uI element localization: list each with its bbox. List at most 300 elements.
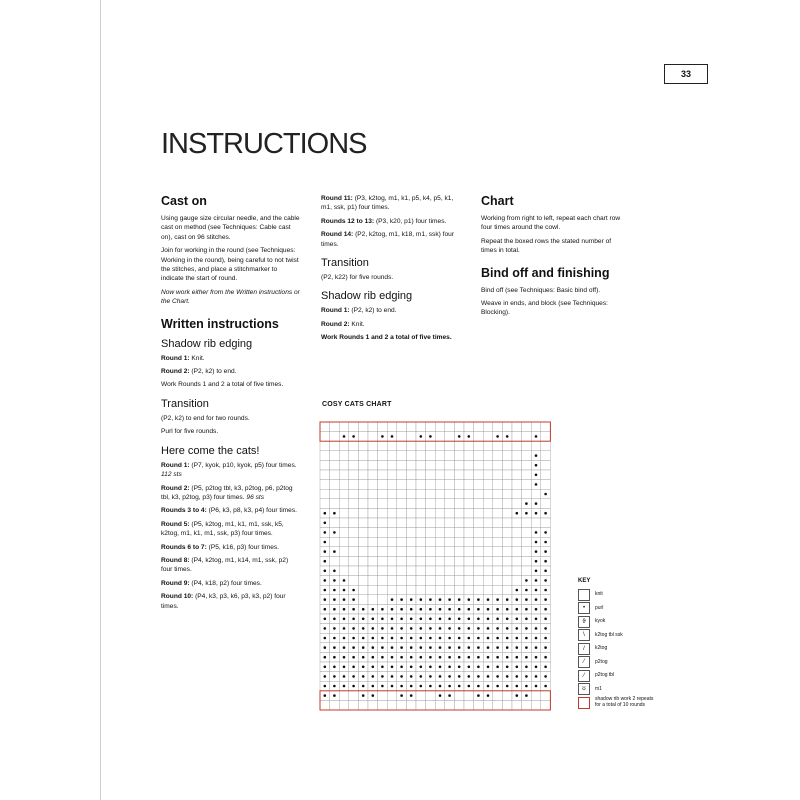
purl-dot	[487, 675, 490, 678]
bind-off-p2: Weave in ends, and block (see Techniques: Blocking).	[481, 300, 608, 317]
purl-dot	[324, 646, 327, 649]
chart-cell	[454, 576, 464, 586]
purl-dot	[362, 656, 365, 659]
chart-cell	[358, 556, 368, 566]
chart-cell	[445, 700, 455, 710]
chart-cell	[320, 480, 330, 490]
chart-cell	[435, 441, 445, 451]
column-1	[161, 194, 301, 615]
key-title: KEY	[578, 578, 591, 584]
purl-dot	[535, 646, 538, 649]
purl-dot	[352, 685, 355, 688]
purl-dot	[352, 598, 355, 601]
key-symbol-icon: ⁄	[578, 656, 590, 668]
chart-cell	[397, 441, 407, 451]
purl-dot	[439, 608, 442, 611]
round-line	[161, 484, 301, 503]
chart-cell	[406, 537, 416, 547]
chart-cell	[435, 460, 445, 470]
chart-cell	[378, 537, 388, 547]
purl-dot	[516, 656, 519, 659]
round-text: (P5, p2tog tbl, k3, p2tog, p6, p2tog tbl, k3, p2tog, p3) four times.	[161, 484, 293, 501]
purl-dot	[324, 570, 327, 573]
chart-cell	[512, 422, 522, 432]
round-text: (P4, k3, p3, k6, p3, k3, p2) four times.	[161, 593, 286, 610]
chart-cell	[483, 460, 493, 470]
round-label: Round 9:	[161, 579, 190, 587]
chart-cell	[406, 585, 416, 595]
chart-cell	[358, 480, 368, 490]
chart-cell	[493, 470, 503, 480]
chart-cell	[378, 576, 388, 586]
chart-cell	[387, 566, 397, 576]
purl-dot	[458, 637, 461, 640]
chart-cell	[406, 518, 416, 528]
chart-cell	[330, 499, 340, 509]
round-label: Rounds 12 to 13:	[321, 217, 375, 225]
chart-cell	[406, 422, 416, 432]
purl-dot	[448, 627, 451, 630]
chart-cell	[483, 700, 493, 710]
chart-cell	[512, 441, 522, 451]
purl-dot	[506, 598, 509, 601]
chart-cell	[330, 470, 340, 480]
chart-p1: Working from right to left, repeat each chart row four times around the cowl.	[481, 215, 621, 232]
key-label: kyok	[595, 618, 606, 624]
chart-cell	[397, 432, 407, 442]
purl-dot	[544, 493, 547, 496]
chart-cell	[522, 432, 532, 442]
chart-cell	[358, 547, 368, 557]
purl-dot	[439, 685, 442, 688]
chart-cell	[435, 508, 445, 518]
chart-key	[578, 578, 658, 710]
chart-cell	[483, 489, 493, 499]
round-line	[161, 543, 301, 552]
chart-cell	[426, 556, 436, 566]
purl-dot	[381, 685, 384, 688]
transition-heading-2: Transition	[321, 257, 369, 270]
chart-cell	[445, 499, 455, 509]
chart-cell	[349, 451, 359, 461]
purl-dot	[516, 608, 519, 611]
key-label: knit	[595, 591, 603, 597]
chart-cell	[406, 451, 416, 461]
purl-dot	[391, 666, 394, 669]
purl-dot	[381, 627, 384, 630]
chart-cell	[464, 585, 474, 595]
chart-cell	[502, 470, 512, 480]
chart-cell	[454, 499, 464, 509]
chart-cell	[502, 566, 512, 576]
purl-dot	[439, 598, 442, 601]
purl-dot	[535, 483, 538, 486]
chart-cell	[397, 451, 407, 461]
purl-dot	[468, 666, 471, 669]
purl-dot	[525, 608, 528, 611]
chart-cell	[502, 691, 512, 701]
round-label: Round 14:	[321, 231, 354, 239]
purl-dot	[477, 598, 480, 601]
purl-dot	[343, 589, 346, 592]
chart-cell	[426, 528, 436, 538]
purl-dot	[324, 666, 327, 669]
chart-title: COSY CATS CHART	[322, 401, 392, 408]
purl-dot	[333, 656, 336, 659]
chart-cell	[435, 499, 445, 509]
chart-cell	[445, 556, 455, 566]
key-item	[578, 602, 658, 616]
chart-cell	[349, 422, 359, 432]
chart-cell	[406, 499, 416, 509]
chart-cell	[445, 508, 455, 518]
purl-dot	[372, 646, 375, 649]
key-label: p2tog tbl	[595, 672, 615, 678]
purl-dot	[343, 656, 346, 659]
purl-dot	[448, 666, 451, 669]
chart-cell	[522, 422, 532, 432]
chart-cell	[445, 576, 455, 586]
chart-cell	[502, 528, 512, 538]
purl-dot	[525, 598, 528, 601]
chart-cell	[378, 547, 388, 557]
purl-dot	[429, 637, 432, 640]
chart-grid	[318, 414, 570, 736]
chart-cell	[531, 489, 541, 499]
chart-cell	[464, 528, 474, 538]
chart-cell	[541, 441, 551, 451]
purl-dot	[324, 541, 327, 544]
chart-cell	[502, 508, 512, 518]
purl-dot	[468, 685, 471, 688]
chart-cell	[502, 518, 512, 528]
purl-dot	[343, 637, 346, 640]
chart-cell	[358, 499, 368, 509]
chart-cell	[435, 556, 445, 566]
chart-cell	[474, 508, 484, 518]
chart-cell	[368, 537, 378, 547]
purl-dot	[525, 685, 528, 688]
chart-cell	[474, 585, 484, 595]
purl-dot	[544, 656, 547, 659]
purl-dot	[400, 685, 403, 688]
purl-dot	[324, 579, 327, 582]
chart-cell	[435, 518, 445, 528]
purl-dot	[410, 608, 413, 611]
purl-dot	[410, 685, 413, 688]
key-item	[578, 656, 658, 670]
purl-dot	[544, 598, 547, 601]
purl-dot	[544, 608, 547, 611]
chart-cell	[493, 576, 503, 586]
purl-dot	[458, 608, 461, 611]
chart-cell	[339, 499, 349, 509]
purl-dot	[496, 598, 499, 601]
round-line	[161, 556, 301, 575]
purl-dot	[372, 685, 375, 688]
cast-on-p3: Now work either from the Written instructions or the Chart.	[161, 288, 300, 306]
purl-dot	[381, 656, 384, 659]
purl-dot	[516, 512, 519, 515]
key-rows	[578, 588, 658, 710]
purl-dot	[400, 666, 403, 669]
purl-dot	[468, 627, 471, 630]
purl-dot	[324, 627, 327, 630]
purl-dot	[468, 675, 471, 678]
chart-cell	[445, 537, 455, 547]
purl-dot	[381, 666, 384, 669]
chart-cell	[454, 470, 464, 480]
chart-cell	[522, 470, 532, 480]
chart-cell	[445, 432, 455, 442]
chart-cell	[502, 700, 512, 710]
purl-dot	[343, 666, 346, 669]
chart-cell	[378, 700, 388, 710]
chart-cell	[330, 460, 340, 470]
purl-dot	[535, 598, 538, 601]
purl-dot	[544, 685, 547, 688]
purl-dot	[400, 675, 403, 678]
chart-cell	[426, 470, 436, 480]
purl-dot	[525, 675, 528, 678]
chart-cell	[454, 556, 464, 566]
purl-dot	[324, 608, 327, 611]
chart-cell	[330, 432, 340, 442]
purl-dot	[410, 675, 413, 678]
purl-dot	[429, 618, 432, 621]
purl-dot	[333, 627, 336, 630]
purl-dot	[535, 675, 538, 678]
chart-cell	[426, 700, 436, 710]
purl-dot	[343, 618, 346, 621]
chart-cell	[368, 518, 378, 528]
chart-cell	[426, 691, 436, 701]
chart-cell	[464, 470, 474, 480]
purl-dot	[516, 627, 519, 630]
purl-dot	[487, 598, 490, 601]
purl-dot	[535, 637, 538, 640]
purl-dot	[477, 608, 480, 611]
round-line	[321, 217, 463, 226]
chart-cell	[435, 528, 445, 538]
round-label: Rounds 6 to 7:	[161, 543, 207, 551]
chart-cell	[474, 441, 484, 451]
purl-dot	[535, 512, 538, 515]
chart-cell	[435, 432, 445, 442]
chart-cell	[454, 518, 464, 528]
chart-cell	[493, 489, 503, 499]
chart-cell	[541, 432, 551, 442]
purl-dot	[324, 694, 327, 697]
chart-cell	[339, 528, 349, 538]
chart-cell	[358, 537, 368, 547]
purl-dot	[477, 627, 480, 630]
chart-cell	[406, 700, 416, 710]
chart-cell	[426, 460, 436, 470]
purl-dot	[525, 627, 528, 630]
key-label: purl	[595, 604, 604, 611]
purl-dot	[324, 598, 327, 601]
purl-dot	[468, 618, 471, 621]
purl-dot	[352, 646, 355, 649]
purl-dot	[448, 675, 451, 678]
round-label: Round 10:	[161, 593, 194, 601]
key-item	[578, 615, 658, 629]
purl-dot	[487, 618, 490, 621]
round-label: Rounds 3 to 4:	[161, 507, 207, 515]
chart-cell	[349, 528, 359, 538]
chart-cell	[483, 566, 493, 576]
chart-cell	[416, 537, 426, 547]
purl-dot	[525, 589, 528, 592]
round-stitch-count: 112 sts	[161, 471, 182, 479]
chart-cell	[474, 556, 484, 566]
chart-cell	[378, 470, 388, 480]
chart-cell	[378, 528, 388, 538]
chart-cell	[493, 537, 503, 547]
chart-cell	[483, 441, 493, 451]
purl-dot	[496, 435, 499, 438]
chart-cell	[349, 499, 359, 509]
chart-cell	[474, 451, 484, 461]
chart-cell	[397, 508, 407, 518]
chart-cell	[445, 441, 455, 451]
purl-dot	[439, 637, 442, 640]
purl-dot	[420, 598, 423, 601]
purl-dot	[420, 435, 423, 438]
purl-dot	[439, 694, 442, 697]
purl-dot	[352, 675, 355, 678]
purl-dot	[381, 646, 384, 649]
chart-cell	[397, 470, 407, 480]
chart-cell	[416, 508, 426, 518]
chart-cell	[387, 576, 397, 586]
purl-dot	[429, 675, 432, 678]
purl-dot	[516, 694, 519, 697]
purl-dot	[420, 666, 423, 669]
chart-cell	[339, 556, 349, 566]
chart-cell	[397, 480, 407, 490]
chart-cell	[416, 518, 426, 528]
purl-dot	[448, 656, 451, 659]
purl-dot	[477, 666, 480, 669]
chart-cell	[368, 508, 378, 518]
written-heading: Written instructions	[161, 316, 279, 331]
chart-cell	[445, 528, 455, 538]
chart-cell	[378, 556, 388, 566]
purl-dot	[496, 656, 499, 659]
chart-cell	[349, 566, 359, 576]
chart-cell	[378, 508, 388, 518]
purl-dot	[333, 570, 336, 573]
chart-cell	[358, 441, 368, 451]
chart-cell	[387, 556, 397, 566]
chart-cell	[493, 700, 503, 710]
purl-dot	[496, 637, 499, 640]
chart-cell	[493, 547, 503, 557]
chart-cell	[493, 441, 503, 451]
purl-dot	[420, 637, 423, 640]
purl-dot	[525, 666, 528, 669]
chart-cell	[454, 441, 464, 451]
page-title: INSTRUCTIONS	[161, 128, 367, 160]
chart-cell	[397, 700, 407, 710]
purl-dot	[362, 608, 365, 611]
chart-cell	[387, 470, 397, 480]
purl-dot	[324, 531, 327, 534]
chart-cell	[349, 480, 359, 490]
chart-cell	[493, 518, 503, 528]
chart-cell	[483, 547, 493, 557]
chart-cell	[464, 489, 474, 499]
purl-dot	[477, 675, 480, 678]
purl-dot	[496, 627, 499, 630]
purl-dot	[487, 694, 490, 697]
chart-cell	[426, 537, 436, 547]
purl-dot	[352, 637, 355, 640]
chart-cell	[406, 508, 416, 518]
chart-cell	[320, 489, 330, 499]
round-line	[161, 579, 301, 588]
chart-cell	[512, 556, 522, 566]
purl-dot	[391, 675, 394, 678]
purl-dot	[410, 646, 413, 649]
purl-dot	[324, 618, 327, 621]
chart-cell	[358, 489, 368, 499]
chart-cell	[464, 537, 474, 547]
purl-dot	[477, 637, 480, 640]
purl-dot	[429, 598, 432, 601]
col2-rounds	[321, 194, 463, 249]
purl-dot	[477, 618, 480, 621]
round-text: (P4, k18, p2) four times.	[189, 579, 262, 587]
chart-cell	[358, 585, 368, 595]
chart-cell	[541, 518, 551, 528]
knitting-chart	[318, 414, 570, 741]
chart-cell	[387, 499, 397, 509]
chart-cell	[378, 422, 388, 432]
chart-cell	[502, 460, 512, 470]
key-label: k2tog tbl ssk	[595, 631, 623, 638]
chart-cell	[454, 585, 464, 595]
chart-cell	[464, 499, 474, 509]
purl-dot	[506, 685, 509, 688]
chart-cell	[454, 528, 464, 538]
purl-dot	[362, 685, 365, 688]
purl-dot	[352, 608, 355, 611]
chart-cell	[426, 441, 436, 451]
chart-cell	[454, 451, 464, 461]
purl-dot	[487, 637, 490, 640]
chart-cell	[387, 489, 397, 499]
purl-dot	[458, 656, 461, 659]
chart-cell	[378, 595, 388, 605]
chart-cell	[406, 432, 416, 442]
chart-cell	[358, 576, 368, 586]
chart-cell	[416, 585, 426, 595]
purl-dot	[352, 435, 355, 438]
chart-cell	[493, 460, 503, 470]
key-item	[578, 683, 658, 697]
purl-dot	[496, 666, 499, 669]
purl-dot	[352, 666, 355, 669]
chart-cell	[493, 691, 503, 701]
purl-dot	[391, 618, 394, 621]
purl-dot	[429, 666, 432, 669]
chart-cell	[541, 480, 551, 490]
purl-dot	[333, 685, 336, 688]
chart-cell	[339, 508, 349, 518]
